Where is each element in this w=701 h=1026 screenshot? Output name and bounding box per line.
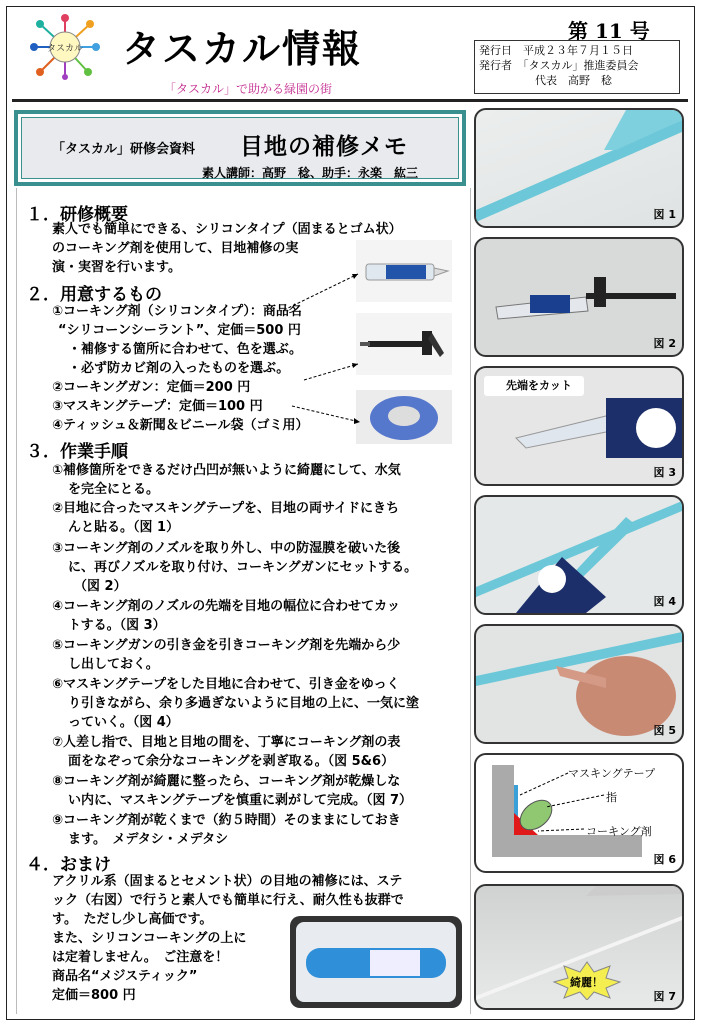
newsletter-title: タスカル情報: [122, 27, 363, 71]
section-text: ⑥マスキングテープをした目地に合わせて、引き金をゆっく: [52, 677, 400, 692]
caulking-gun-image: [356, 313, 452, 375]
section-text: は定着しません。 ご注意を！: [52, 950, 229, 965]
figure-7-label: 綺麗！: [570, 976, 603, 989]
figure-5: [474, 624, 684, 744]
pub-date: 発行日 平成２３年７月１５日: [479, 44, 633, 57]
section-text: ⑤コーキングガンの引き金を引きコーキング剤を先端から少: [52, 638, 401, 653]
section-text: り引きながら、余り多過ぎないように目地の上に、一気に塗: [68, 696, 420, 711]
section-text: アクリル系（固まるとセメント状）の目地の補修には、ステ: [52, 874, 403, 889]
section-heading: ２．用意するもの: [26, 285, 162, 305]
section-text: ます。 メデタシ・メデタシ: [68, 832, 229, 847]
pointer-arrows: [280, 270, 370, 430]
section-text: 演・実習を行います。: [52, 260, 181, 275]
section-heading: ４．おまけ: [26, 855, 111, 875]
section-text: ・必ず防カビ剤の入ったものを選ぶ。: [68, 361, 290, 376]
banner-instructors: 素人講師：高野 稔、助手：永楽 紘三: [202, 166, 419, 180]
section-text: 面をなぞって余分なコーキングを剥ぎ取る。（図 5&6）: [68, 754, 395, 769]
figure-6-label: マスキングテープ: [568, 767, 656, 780]
section-text: ③コーキング剤のノズルを取り外し、中の防湿膜を破いた後: [52, 541, 401, 556]
section-text: ⑨コーキング剤が乾くまで（約５時間）そのままにしておき: [52, 813, 401, 828]
figure-3: [474, 366, 684, 486]
section-heading: ３．作業手順: [26, 442, 128, 462]
section-text: 商品名“メジスティック”: [52, 969, 198, 984]
section-text: ④ティッシュ＆新聞＆ビニール袋（ゴミ用）: [52, 418, 309, 433]
section-text: んと貼る。（図 1）: [68, 520, 180, 535]
figure-6: [474, 753, 684, 873]
newsletter-subtitle: 「タスカル」で助かる緑園の街: [164, 82, 333, 96]
section-text: トする。（図 3）: [68, 618, 166, 633]
section-text: ・補修する箇所に合わせて、色を選ぶ。: [68, 342, 303, 357]
figure-6-label: コーキング剤: [586, 825, 652, 838]
section-heading: １．研修概要: [26, 205, 128, 225]
figure-3-label: 先端をカット: [484, 376, 584, 396]
banner-title: 目地の補修メモ: [240, 134, 408, 160]
section-text: ③マスキングテープ：定価＝100 円: [52, 399, 263, 414]
section-text: また、シリコンコーキングの上に: [52, 931, 247, 946]
figure-caption: 図 5: [653, 724, 676, 737]
section-text: ②コーキングガン：定価＝200 円: [52, 380, 251, 395]
section-text: のコーキング剤を使用して、目地補修の実: [52, 241, 299, 256]
section-text: ①コーキング剤（シリコンタイプ）：商品名: [52, 304, 302, 319]
section-text: ⑧コーキング剤が綺麗に整ったら、コーキング剤が乾燥しな: [52, 774, 401, 789]
title-banner: [14, 110, 466, 186]
section-text: 素人でも簡単にできる、シリコンタイプ（固まるとゴム状）: [52, 222, 402, 237]
section-text: に、再びノズルを取り付け、コーキングガンにセットする。: [68, 560, 418, 575]
section-text: ②目地に合ったマスキングテープを、目地の両サイドにきち: [52, 501, 400, 516]
section-text: 定価＝800 円: [52, 988, 136, 1003]
section-text: ック（右図）で行うと素人でも簡単に行え、耐久性も抜群で: [52, 893, 404, 908]
figure-6-label: 指: [606, 791, 617, 804]
section-text: し出しておく。: [68, 657, 159, 672]
section-text: す。 ただし少し高価です。: [52, 912, 213, 927]
figure-4: [474, 495, 684, 615]
figure-caption: 図 1: [653, 208, 676, 221]
sealant-tube-image: [356, 240, 452, 302]
figure-caption: 図 6: [653, 853, 676, 866]
section-text: を完全にとる。: [68, 482, 160, 497]
section-text: っていく。（図 4）: [68, 715, 179, 730]
figure-caption: 図 2: [653, 337, 676, 350]
figure-caption: 図 3: [653, 466, 676, 479]
section-text: ⑦人差し指で、目地と目地の間を、丁寧にコーキング剤の表: [52, 735, 401, 750]
figure-caption: 図 4: [653, 595, 676, 608]
representative: 代表 高野 稔: [535, 74, 612, 87]
section-text: ①補修箇所をできるだけ凸凹が無いように綺麗にして、水気: [52, 463, 401, 478]
figure-1: [474, 108, 684, 228]
issue-number: 第 11 号: [568, 19, 650, 43]
logo-text: タスカル: [46, 44, 84, 54]
header-divider: [12, 99, 688, 102]
masking-tape-image: [356, 390, 452, 444]
mejistick-image: [290, 916, 462, 1008]
publisher: 発行者 「タスカル」推進委員会: [479, 59, 639, 72]
figure-caption: 図 7: [653, 990, 676, 1003]
section-text: （図 2）: [74, 579, 127, 594]
section-text: “シリコーンシーラント”、定価＝500 円: [58, 323, 301, 338]
section-text: い内に、マスキングテープを慎重に剥がして完成。（図 7）: [68, 793, 413, 808]
section-text: ④コーキング剤のノズルの先端を目地の幅位に合わせてカッ: [52, 599, 400, 614]
logo-icon: [30, 14, 100, 80]
banner-prefix: 「タスカル」研修会資料: [52, 142, 196, 157]
publication-info: [474, 40, 680, 94]
figure-7: [474, 884, 684, 1010]
figure-2: [474, 237, 684, 357]
